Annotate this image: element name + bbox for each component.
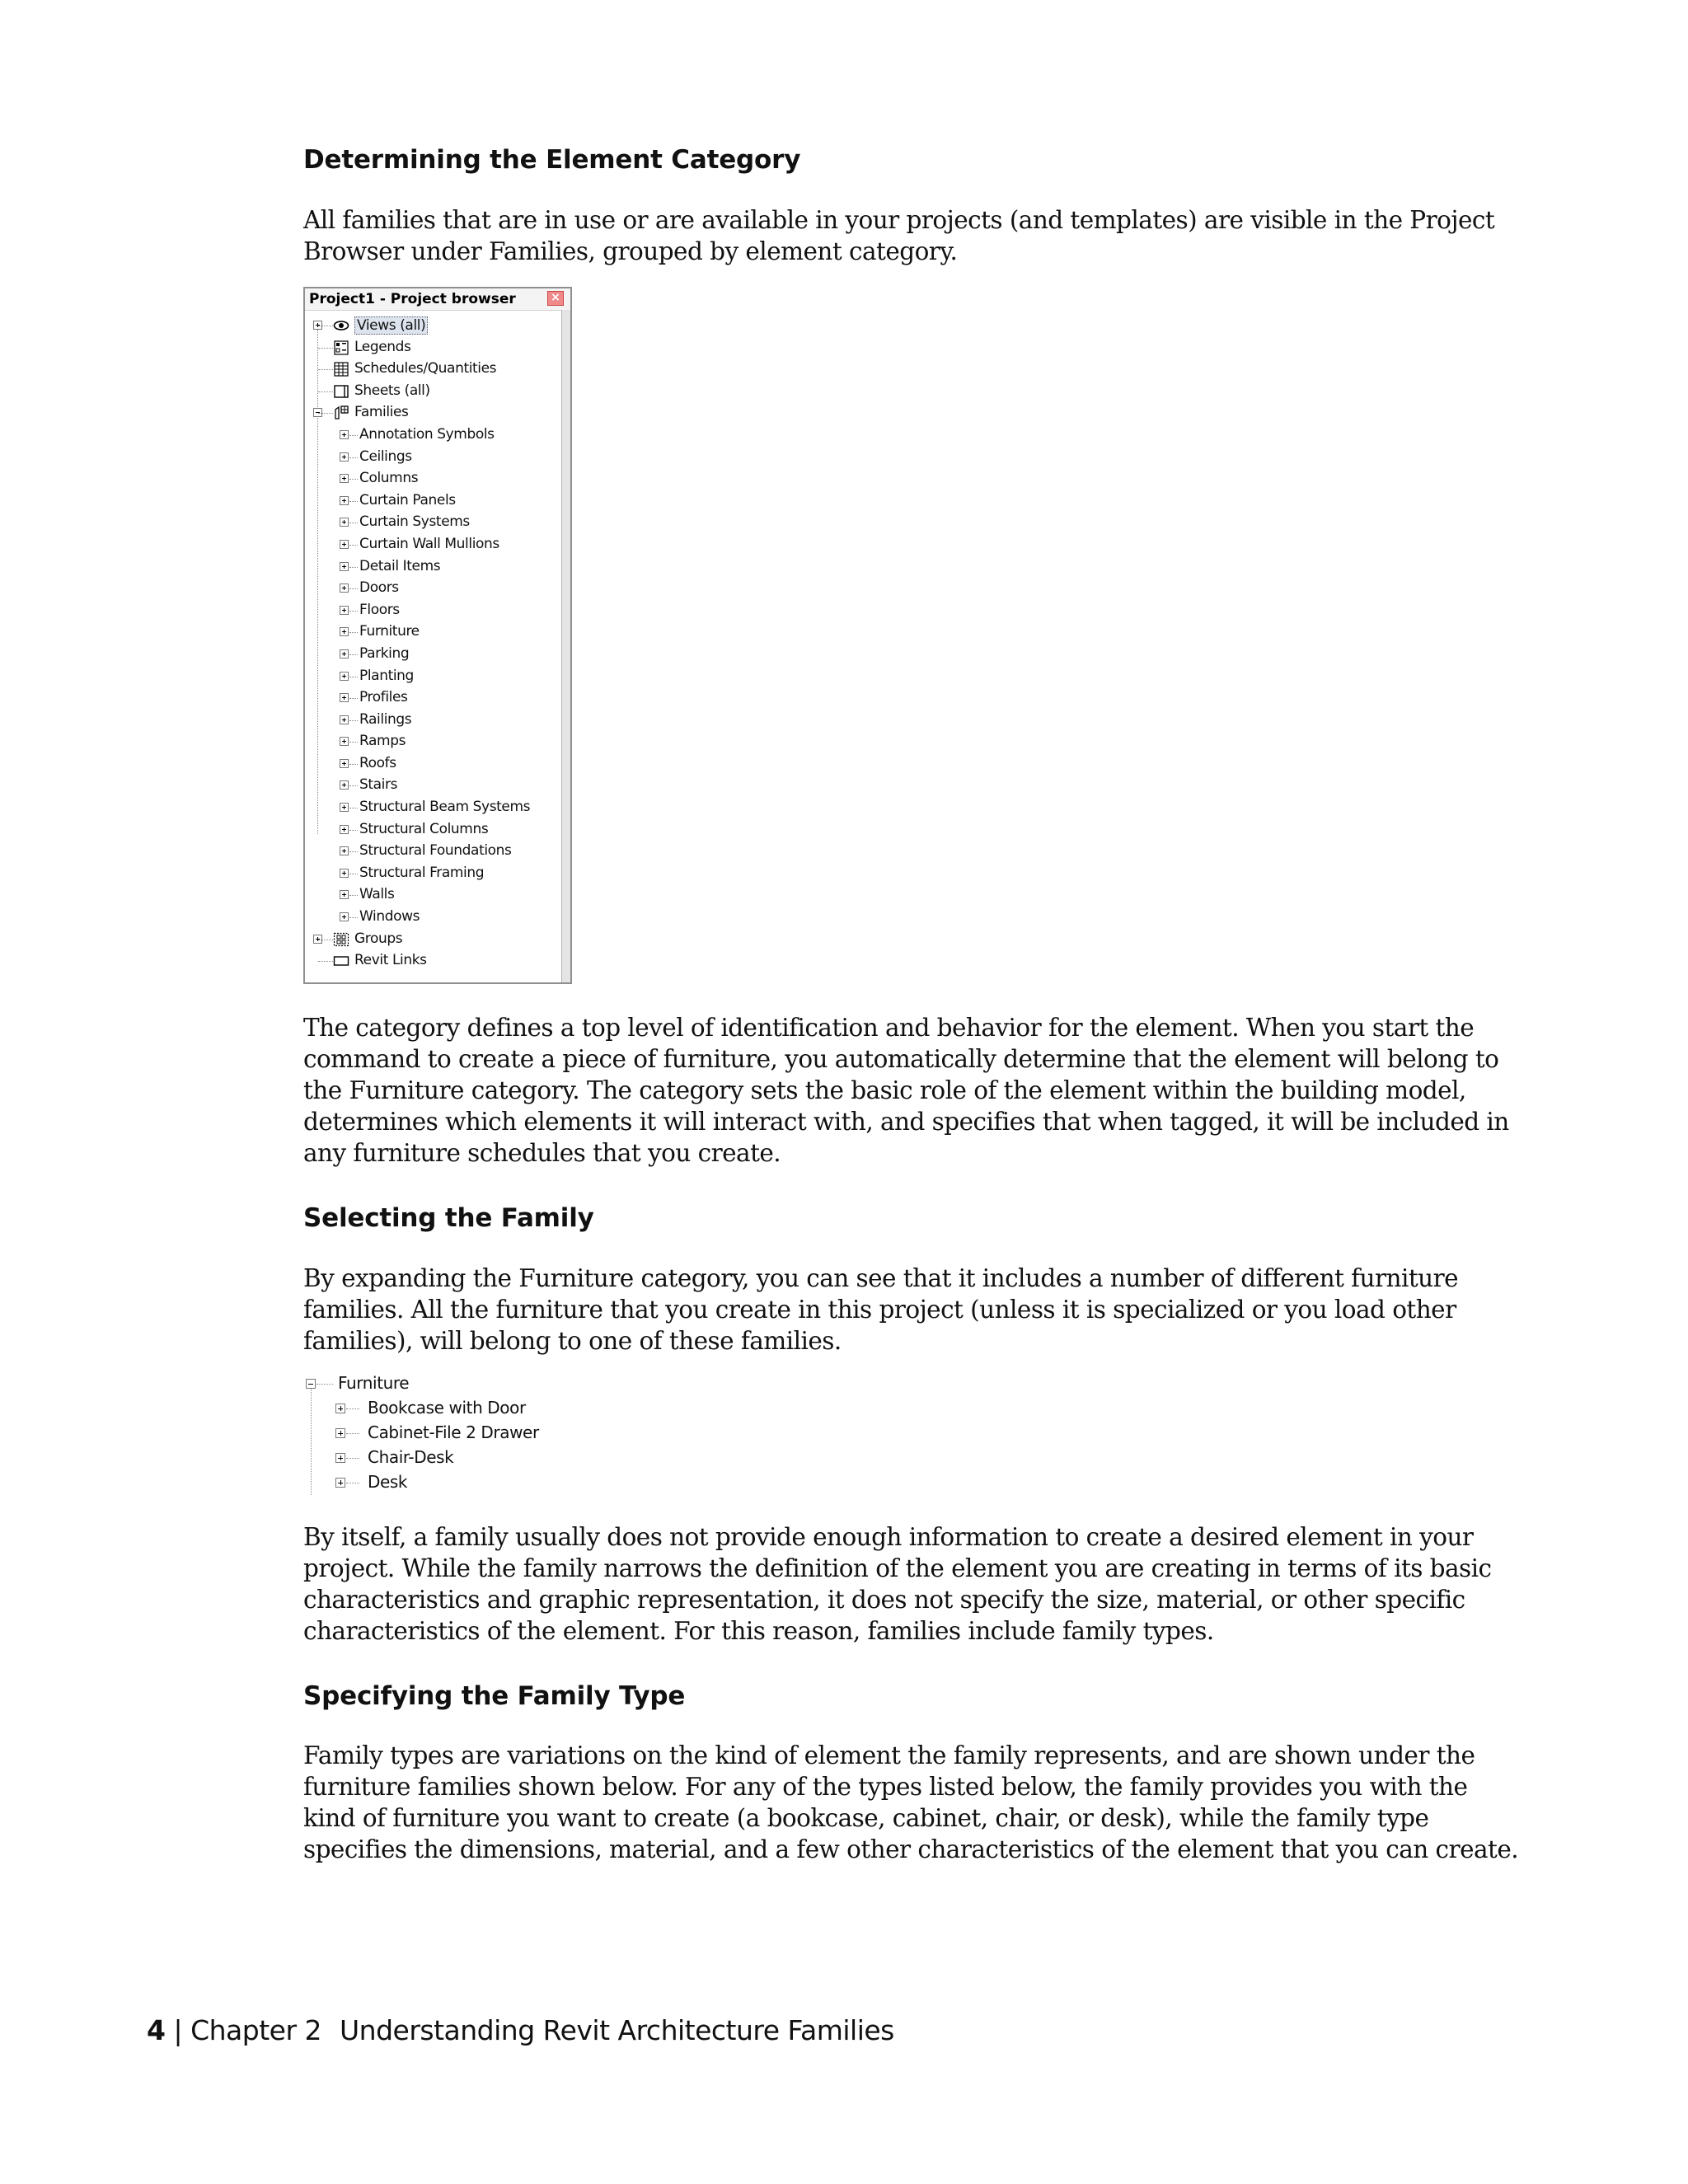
tree-item-label: Furniture	[359, 623, 420, 640]
expand-plus-icon[interactable]	[340, 583, 349, 593]
tree-item-label: Groups	[354, 930, 403, 947]
tree-item-label: Schedules/Quantities	[354, 360, 497, 377]
tree-item-label: Curtain Systems	[359, 513, 470, 531]
expand-plus-icon[interactable]	[340, 912, 349, 921]
tree-node-views-all[interactable]	[305, 315, 560, 337]
expand-plus-icon[interactable]	[335, 1453, 345, 1463]
tree-item-label: Windows	[359, 908, 420, 926]
tree-connector-line	[349, 654, 358, 655]
tree-item-label: Structural Columns	[359, 820, 489, 837]
collapse-minus-icon[interactable]	[306, 1379, 316, 1389]
expand-plus-icon[interactable]	[340, 474, 349, 483]
tree-connector-line	[349, 567, 358, 568]
footer-chapter-title: Understanding Revit Architecture Families	[340, 2014, 894, 2046]
tree-item-label: Planting	[359, 667, 414, 684]
tree-item-label: Curtain Panels	[359, 491, 456, 509]
tree-connector-line	[349, 479, 358, 480]
tree-connector-line	[346, 1433, 359, 1434]
schedule-icon	[333, 362, 349, 377]
heading-element-category: Determining the Element Category	[303, 145, 801, 175]
tree-item-label: Families	[354, 404, 409, 421]
tree-item-label: Structural Beam Systems	[359, 799, 531, 816]
furniture-tree-screenshot	[303, 1371, 551, 1495]
expand-plus-icon[interactable]	[340, 803, 349, 812]
tree-item-label: Structural Framing	[359, 864, 485, 881]
project-browser-title: Project1 - Project browser	[309, 291, 516, 307]
furniture-family-chair-desk[interactable]	[303, 1446, 551, 1470]
tree-connector-line	[318, 369, 333, 370]
tree-category-furniture[interactable]	[305, 621, 560, 644]
heading-selecting-family: Selecting the Family	[303, 1203, 594, 1233]
tree-category-curtain-wall-mullions[interactable]	[305, 534, 560, 556]
tree-node-legends[interactable]	[305, 337, 560, 359]
tree-connector-line	[349, 435, 358, 436]
tree-connector-line	[349, 501, 358, 502]
expand-plus-icon[interactable]	[340, 452, 349, 462]
tree-item-label: Roofs	[359, 754, 396, 771]
tree-item-label: Desk	[368, 1472, 408, 1492]
tree-item-label: Profiles	[359, 689, 408, 706]
tree-item-label: Stairs	[359, 776, 398, 794]
tree-category-detail-items[interactable]	[305, 556, 560, 579]
expand-plus-icon[interactable]	[335, 1478, 345, 1488]
tree-category-curtain-panels[interactable]	[305, 490, 560, 513]
tree-category-railings[interactable]	[305, 710, 560, 732]
tree-connector-line	[318, 413, 333, 414]
tree-node-schedules-quantities[interactable]	[305, 359, 560, 381]
expand-plus-icon[interactable]	[340, 759, 349, 768]
tree-item-label: Chair-Desk	[368, 1447, 454, 1467]
tree-category-structural-beam-systems[interactable]	[305, 797, 560, 819]
tree-category-stairs[interactable]	[305, 775, 560, 797]
tree-category-annotation-symbols[interactable]	[305, 424, 560, 447]
expand-plus-icon[interactable]	[340, 715, 349, 724]
expand-plus-icon[interactable]	[335, 1404, 345, 1413]
tree-category-structural-columns[interactable]	[305, 819, 560, 841]
expand-plus-icon[interactable]	[340, 540, 349, 549]
tree-item-label: Floors	[359, 601, 400, 618]
project-browser-tree	[305, 315, 560, 972]
tree-item-label: Revit Links	[354, 952, 427, 969]
link-icon	[333, 954, 349, 968]
tree-item-label: Curtain Wall Mullions	[359, 535, 499, 552]
tree-category-structural-foundations[interactable]	[305, 841, 560, 863]
tree-connector-line	[349, 917, 358, 918]
tree-connector-line	[349, 830, 358, 831]
tree-connector-line	[349, 785, 358, 786]
legend-icon	[333, 340, 349, 355]
tree-connector-line	[318, 348, 333, 349]
paragraph-family-info: By itself, a family usually does not provide enough information to create a desired element in your project. While the family narrows the definition of the element you are creating in terms of its basic characteristics and graphic representation, it does not specify the size, material, or other specific characteristics of the element. For this reason, families include family types.	[303, 1523, 1492, 1645]
page-footer	[147, 2014, 894, 2046]
tree-connector-line	[349, 611, 358, 612]
tree-item-label: Structural Foundations	[359, 842, 512, 860]
expand-plus-icon[interactable]	[340, 562, 349, 571]
paragraph-selecting-family: By expanding the Furniture category, you can see that it includes a number of different furniture families. All the furniture that you create in this project (unless it is specialized or you load other families), will belong to one of these families.	[303, 1264, 1459, 1355]
tree-category-floors[interactable]	[305, 600, 560, 622]
expand-plus-icon[interactable]	[340, 825, 349, 834]
tree-category-windows[interactable]	[305, 907, 560, 929]
furniture-root-node[interactable]	[303, 1371, 551, 1396]
expand-plus-icon[interactable]	[340, 672, 349, 681]
tree-category-curtain-systems[interactable]	[305, 512, 560, 534]
eye-icon	[333, 318, 349, 333]
browser-scrollbar[interactable]	[561, 310, 570, 982]
expand-plus-icon[interactable]	[340, 430, 349, 439]
furniture-family-desk[interactable]	[303, 1470, 551, 1495]
tree-category-columns[interactable]	[305, 468, 560, 490]
tree-item-label: Bookcase with Door	[368, 1398, 526, 1418]
expand-plus-icon[interactable]	[340, 606, 349, 615]
tree-item-label: Ceilings	[359, 448, 412, 465]
tree-category-parking[interactable]	[305, 644, 560, 666]
tree-connector-line	[349, 742, 358, 743]
expand-plus-icon[interactable]	[340, 737, 349, 746]
expand-plus-icon[interactable]	[340, 693, 349, 702]
tree-connector-line	[349, 720, 358, 721]
tree-connector-line	[349, 457, 358, 458]
tree-node-groups[interactable]	[305, 929, 560, 951]
tree-item-label: Columns	[359, 470, 419, 487]
tree-item-label: Doors	[359, 579, 399, 597]
footer-separator: |	[173, 2014, 183, 2046]
expand-plus-icon[interactable]	[340, 496, 349, 505]
tree-category-ramps[interactable]	[305, 731, 560, 753]
tree-item-label: Annotation Symbols	[359, 425, 495, 443]
expand-plus-icon[interactable]	[340, 627, 349, 636]
tree-item-label: Views (all)	[354, 316, 428, 335]
tree-connector-line	[349, 851, 358, 852]
tree-connector-line	[318, 961, 333, 962]
tree-node-families[interactable]	[305, 402, 560, 424]
groups-icon	[333, 932, 349, 947]
tree-connector-line	[318, 391, 333, 392]
tree-connector-line	[349, 545, 358, 546]
tree-item-label: Detail Items	[359, 557, 441, 574]
tree-category-planting[interactable]	[305, 666, 560, 688]
tree-connector-line	[349, 895, 358, 896]
paragraph-element-category: All families that are in use or are available in your projects (and templates) are visible in the Project Browser under Families, grouped by element category.	[303, 206, 1495, 265]
tree-node-revit-links[interactable]	[305, 950, 560, 972]
furniture-family-bookcase-with-door[interactable]	[303, 1396, 551, 1421]
tree-node-sheets-all[interactable]	[305, 381, 560, 403]
sheet-icon	[333, 384, 349, 399]
expand-plus-icon[interactable]	[340, 869, 349, 878]
expand-plus-icon[interactable]	[340, 649, 349, 658]
tree-connector-line	[316, 1384, 333, 1385]
close-icon[interactable]: ×	[547, 291, 564, 306]
paragraph-family-type: Family types are variations on the kind of element the family represents, and are shown under the furniture families shown below. For any of the types listed below, the family provides you with the kind of furniture you want to create (a bookcase, cabinet, chair, or desk), while the family type specifies the dimensions, material, and a few other characteristics of the element that you can create.	[303, 1741, 1519, 1863]
tree-item-label: Cabinet-File 2 Drawer	[368, 1422, 539, 1442]
tree-category-profiles[interactable]	[305, 687, 560, 710]
tree-connector-line	[346, 1408, 359, 1409]
tree-connector-line	[346, 1458, 359, 1459]
tree-category-structural-framing[interactable]	[305, 863, 560, 885]
expand-plus-icon[interactable]	[340, 890, 349, 899]
paragraph-category: The category defines a top level of identification and behavior for the element. When you start the command to create a piece of furniture, you automatically determine that the element will belong to the Furniture category. The category sets the basic role of the element within the building model, determines which elements it will interact with, and specifies that when tagged, it will be included in any furniture schedules that you create.	[303, 1014, 1509, 1167]
furniture-family-cabinet-file-2-drawer[interactable]	[303, 1421, 551, 1446]
tree-connector-line	[349, 588, 358, 589]
tree-connector-line	[349, 632, 358, 633]
heading-family-type: Specifying the Family Type	[303, 1681, 686, 1711]
footer-chapter: Chapter 2	[190, 2014, 322, 2046]
tree-connector-line	[349, 698, 358, 699]
tree-item-label: Sheets (all)	[354, 382, 430, 399]
page-number: 4	[147, 2014, 166, 2046]
tree-item-label: Legends	[354, 338, 411, 355]
tree-category-ceilings[interactable]	[305, 447, 560, 469]
tree-item-label: Walls	[359, 886, 395, 903]
tree-category-walls[interactable]	[305, 884, 560, 907]
tree-item-label: Furniture	[338, 1373, 410, 1393]
tree-item-label: Ramps	[359, 733, 406, 750]
tree-category-doors[interactable]	[305, 578, 560, 600]
tree-category-roofs[interactable]	[305, 753, 560, 776]
expand-plus-icon[interactable]	[340, 846, 349, 855]
tree-item-label: Railings	[359, 710, 412, 728]
project-browser-screenshot	[303, 287, 572, 984]
expand-plus-icon[interactable]	[335, 1428, 345, 1438]
tree-item-label: Parking	[359, 644, 410, 662]
project-browser-title-bar	[305, 288, 570, 311]
expand-plus-icon[interactable]	[340, 518, 349, 527]
tree-connector-line	[349, 764, 358, 765]
families-icon	[333, 405, 349, 420]
expand-plus-icon[interactable]	[340, 780, 349, 790]
